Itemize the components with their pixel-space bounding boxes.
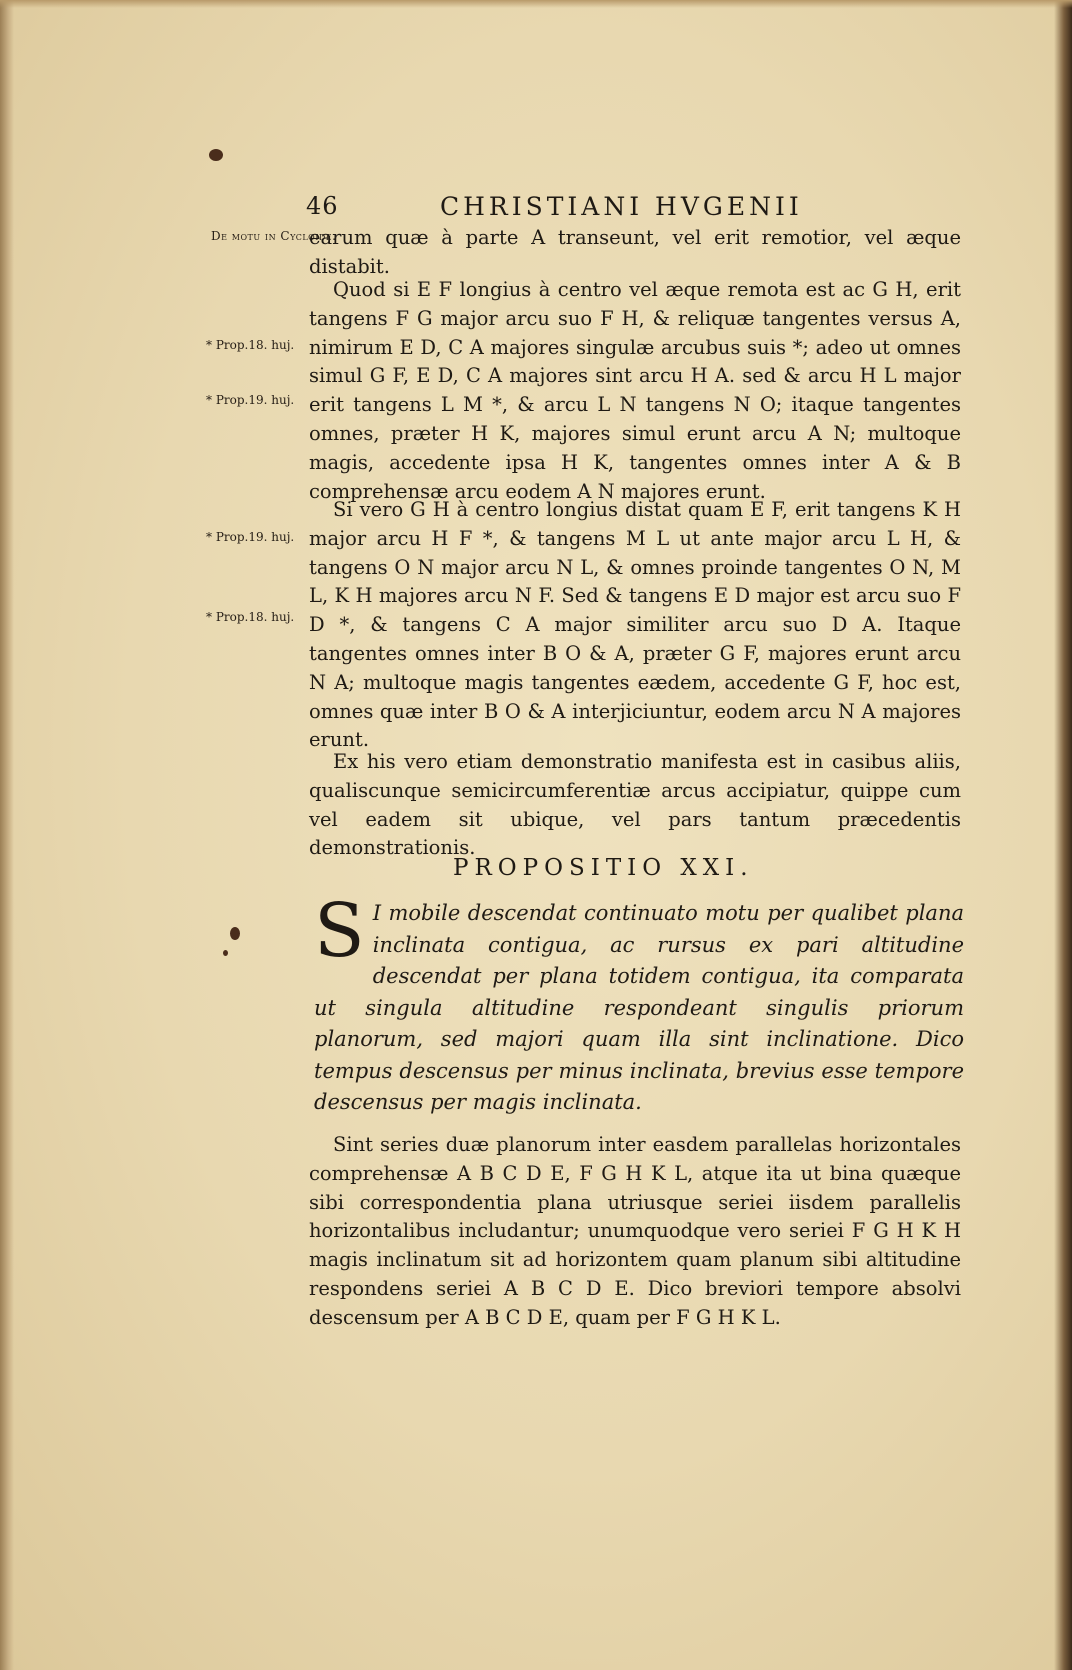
paragraph <box>309 748 961 863</box>
paragraph-text: Quod si E F longius à centro vel æque remota est ac G H, erit tangens F G major arcu suo F H, & reliquæ tangentes versus A, nimirum E D, C A majores singulæ arcubus suis *; adeo ut omnes simul G F, E D, C A majores sint arcu H A. sed & arcu H L major erit tangens L M *, & arcu L N tangens N O; itaque tangentes omnes, præter H K, majores simul erunt arcu A N; multoque magis, accedente ipsa H K, tangentes omnes inter A & B comprehensæ arcu eodem A N majores erunt. <box>309 278 961 503</box>
paragraph <box>309 496 961 755</box>
paragraph <box>309 276 961 506</box>
margin-note: * Prop.19. huj. <box>206 530 295 544</box>
enunciation-text: I mobile descendat continuato motu per qualibet plana inclinata contigua, ac rursus ex pari altitudine descendat per plana totidem contigua, ita comparata ut singula altitudine respondeant singulis priorum planorum, sed majori quam illa sint inclinatione. Dico tempus descensus per minus inclinata, brevius esse tempore descensus per magis inclinata. <box>314 901 964 1114</box>
ink-stain <box>230 927 240 940</box>
paragraph-text: Sint series duæ planorum inter easdem parallelas horizontales comprehensæ A B C D E, F G H K L, atque ita ut bina quæque sibi correspondentia plana utriusque seriei iisdem parallelis horizontalibus includantur; unumquodque vero seriei F G H K H magis inclinatum sit ad horizontem quam planum sibi altitudine respondens seriei A B C D E. Dico breviori tempore absolvi descensum per A B C D E, quam per F G H K L. <box>309 1133 961 1329</box>
proposition-title: PROPOSITIO XXI. <box>453 855 754 881</box>
ink-stain <box>223 950 228 956</box>
page-number: 46 <box>306 192 339 220</box>
paragraph <box>309 1131 961 1333</box>
margin-section-head: De motu in Cycloide. <box>211 229 337 243</box>
paragraph-text: earum quæ à parte A transeunt, vel erit remotior, vel æque distabit. <box>309 226 961 278</box>
page-header <box>306 192 966 226</box>
page-edge-left <box>0 0 14 1670</box>
drop-cap: S <box>314 888 365 974</box>
margin-note: * Prop.19. huj. <box>206 393 295 407</box>
page-edge-right <box>1054 0 1072 1670</box>
paragraph-text: Si vero G H à centro longius distat quam E F, erit tangens K H major arcu H F *, & tangens M L ut ante major arcu L H, & tangens O N major arcu N L, & omnes proinde tangentes O N, M L, K H majores arcu N F. Sed & tangens E D major est arcu suo F D *, & tangens C A major similiter arcu suo D A. Itaque tangentes omnes inter B O & A, præter G F, majores erunt arcu N A; multoque magis tangentes eædem, accedente G F, hoc est, omnes quæ inter B O & A interjiciuntur, eodem arcu N A majores erunt. <box>309 498 961 752</box>
paragraph-text: Ex his vero etiam demonstratio manifesta est in casibus aliis, qualiscunque semicircumferentiæ arcus accipiatur, quippe cum vel eadem sit ubique, vel pars tantum præcedentis demonstrationis. <box>309 750 961 860</box>
running-head: CHRISTIANI HVGENII <box>440 192 803 221</box>
paragraph <box>309 224 961 282</box>
page-edge-top <box>0 0 1072 8</box>
margin-note: * Prop.18. huj. <box>206 610 295 624</box>
margin-note: * Prop.18. huj. <box>206 338 295 352</box>
proposition-enunciation <box>314 888 964 1119</box>
ink-stain <box>209 149 223 161</box>
